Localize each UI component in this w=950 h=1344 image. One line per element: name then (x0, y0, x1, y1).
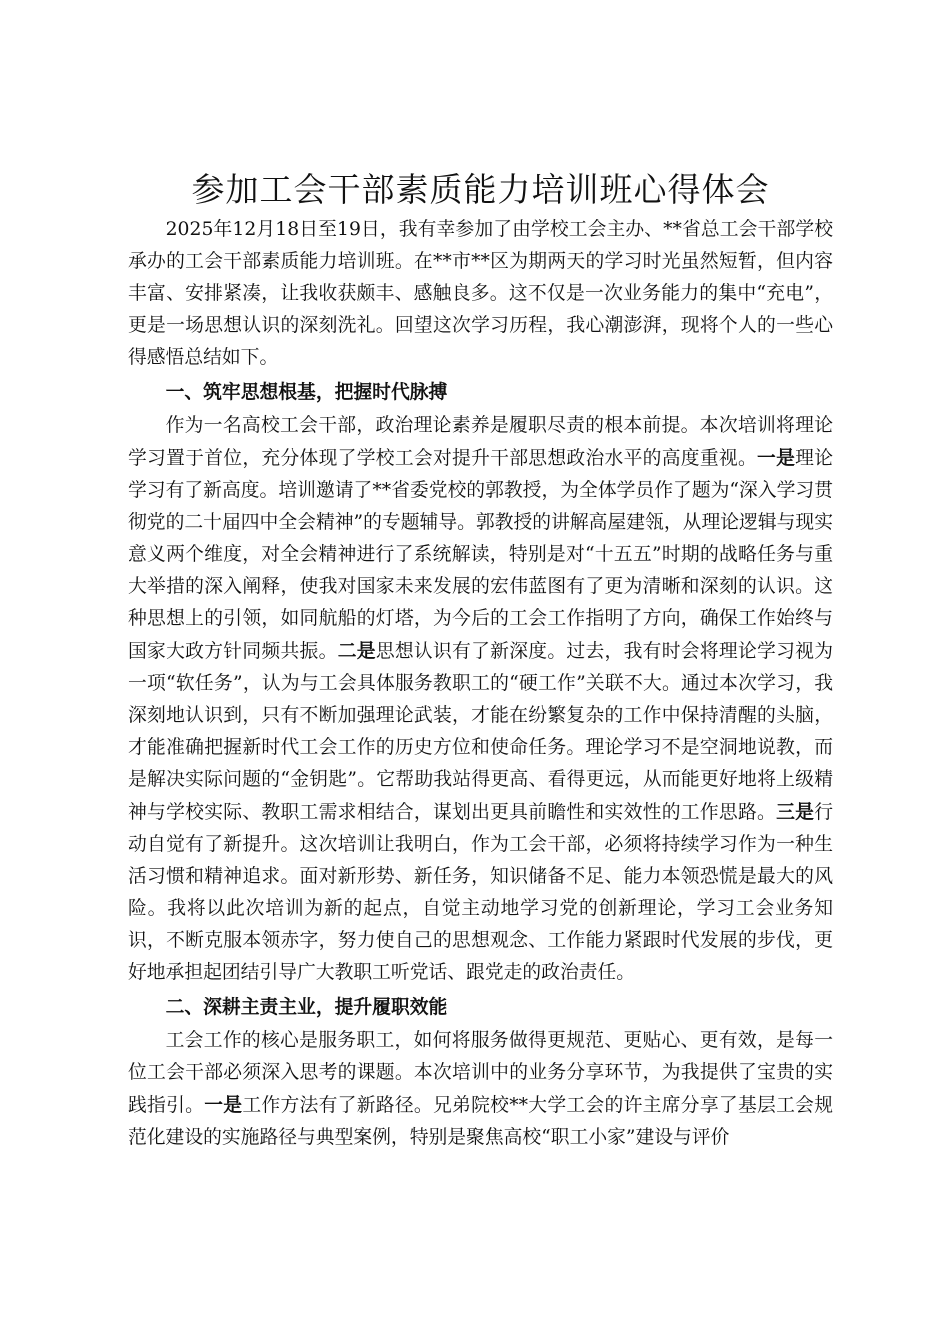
section-1-lead-2: 二是 (337, 640, 376, 662)
section-1-lead-1: 一是 (757, 447, 796, 469)
section-1-lead-3: 三是 (776, 801, 815, 823)
section-2-lead-1: 一是 (204, 1094, 243, 1116)
section-2-paragraph (128, 1025, 833, 1154)
document-title: 参加工会干部素质能力培训班心得体会 (191, 170, 770, 209)
section-1-paragraph (128, 410, 833, 989)
section-1-heading: 一、筑牢思想根基，把握时代脉搏 (165, 381, 448, 403)
section-2-text-a: 工会工作的核心是服务职工，如何将服务做得更规范、更贴心、更有效，是每一位工会干部必须深入思考的课题。本次培训中的业务分享环节，为我提供了宝贵的实践指引。 (128, 1030, 833, 1116)
section-2-text-b: 工作方法有了新路径。兄弟院校**大学工会的许主席分享了基层工会规范化建设的实施路径与典型案例，特别是聚焦高校“职工小家”建设与评价 (128, 1095, 834, 1148)
intro-paragraph: 2025年12月18日至19日，我有幸参加了由学校工会主办、**省总工会干部学校承办的工会干部素质能力培训班。在**市**区为期两天的学习时光虽然短暂，但内容丰富、安排紧凑，让我收获颇丰、感触良多。这不仅是一次业务能力的集中“充电”，更是一场思想认识的深刻洗礼。回望这次学习历程，我心潮澎湃，现将个人的一些心得感悟总结如下。 (128, 219, 833, 368)
section-1-text-c: 思想认识有了新深度。过去，我有时会将理论学习视为一项“软任务”，认为与工会具体服务教职工的“硬工作”关联不大。通过本次学习，我深刻地认识到，只有不断加强理论武装，才能在纷繁复杂的工作中保持清醒的头脑，才能准确把握新时代工会工作的历史方位和使命任务。理论学习不是空洞地说教，而是解决实际问题的“金钥匙”。它帮助我站得更高、看得更远，从而能更好地将上级精神与学校实际、教职工需求相结合，谋划出更具前瞻性和实效性的工作思路。 (128, 641, 834, 823)
section-2-heading: 二、深耕主责主业，提升履职效能 (165, 996, 448, 1018)
section-1-text-d: 行动自觉有了新提升。这次培训让我明白，作为工会干部，必须将持续学习作为一种生活习惯和精神追求。面对新形势、新任务，知识储备不足、能力本领恐慌是最大的风险。我将以此次培训为新的起点，自觉主动地学习党的创新理论，学习工会业务知识，不断克服本领赤字，努力使自己的思想观念、工作能力紧跟时代发展的步伐，更好地承担起团结引导广大教职工听党话、跟党走的政治责任。 (128, 802, 833, 983)
section-1-text-a: 作为一名高校工会干部，政治理论素养是履职尽责的根本前提。本次培训将理论学习置于首位，充分体现了学校工会对提升干部思想政治水平的高度重视。 (128, 415, 833, 469)
document-page (128, 168, 833, 1154)
section-1-text-b: 理论学习有了新高度。培训邀请了**省委党校的郭教授，为全体学员作了题为“深入学习贯彻党的二十届四中全会精神”的专题辅导。郭教授的讲解高屋建瓴，从理论逻辑与现实意义两个维度，对全会精神进行了系统解读，特别是对“十五五”时期的战略任务与重大举措的深入阐释，使我对国家未来发展的宏伟蓝图有了更为清晰和深刻的认识。这种思想上的引领，如同航船的灯塔，为今后的工会工作指明了方向，确保工作始终与国家大政方针同频共振。 (128, 448, 834, 662)
